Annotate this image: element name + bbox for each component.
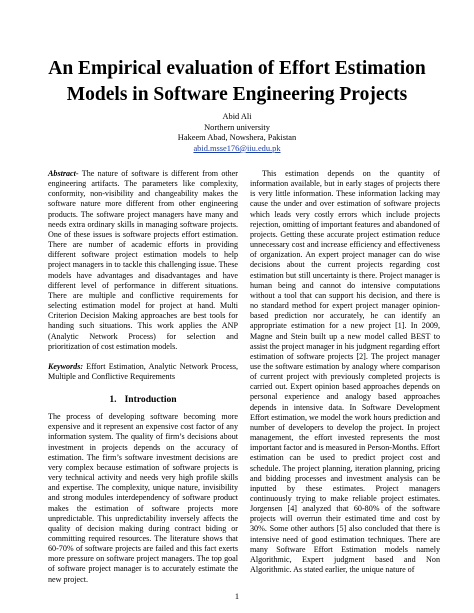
affiliation-university: Northern university: [204, 122, 270, 132]
section-heading-introduction: [48, 394, 238, 406]
author-block: [60, 112, 414, 154]
section-title: Introduction: [124, 394, 177, 406]
keywords-label: Keywords:: [48, 361, 84, 371]
title-line-1: An Empirical evaluation of Effort Estimation: [48, 58, 426, 79]
abstract-paragraph: [48, 169, 238, 352]
abstract-text: The nature of software is different from other engineering artifacts. The parameters like complexity, conformity, non-visibility and changeability makes the software nature more different from other engineering products. The software project managers have many and needs extra ordinary skills in managing software projects. One of these issues is software projects effort estimation. There are number of academic efforts in providing different software project estimation models to help project managers in to tackle this challenging issue. These models have advantages and disadvantages and have different level of performance in different situations. There are multiple and conflictive requirements for selecting estimation model for project at hand. Multi Criterion Decision Making approaches are best tools for handing such situations. This work applies the ANP (Analytic Network Process) for selection and prioritization of cost estimation models.: [48, 169, 238, 351]
keywords-text: Effort Estimation, Analytic Network Process, Multiple and Conflictive Requirements: [48, 361, 238, 381]
affiliation-address: Hakeem Abad, Nowshera, Pakistan: [177, 133, 297, 143]
title-line-2: Models in Software Engineering Projects: [66, 84, 408, 105]
page-number: 1: [234, 592, 240, 601]
paper-title: [30, 56, 444, 108]
left-column: [48, 169, 238, 585]
author-email-link[interactable]: abid.msse176@iiu.edu.pk: [193, 143, 281, 153]
right-column: [250, 169, 440, 575]
author-name: Abid Ali: [222, 112, 252, 121]
section-number: 1.: [109, 394, 117, 406]
keywords-paragraph: [48, 362, 238, 382]
right-column-paragraph: This estimation depends on the quantity of information available, but in early stages of projects there is very little information. These information lacking may cause the under and over estimation of software projects which leads very costly errors which include projects rejection, omitting of important features and abandoned of projects. Getting these accurate project estimation reduce unnecessary cost and increase efficiency and effectiveness of organization. An expert project manager can do wise decisions about the current projects regarding cost estimation but still uncertainty is there. Project manager is human being and cannot do intensive computations without a tool that can support his decision, and there is no standard method for expert project manager opinion-based prediction nor accurately, he can identify an appropriate estimation for a new project [1]. In 2009, Magne and Stein built up a new model called BEST to assist the project manager in his judgment regarding effort estimation of software projects [2]. The project manager use the software estimation by analogy where comparison of current project with previously completed projects is carried out. Expert opinion based approaches depends on personal experience and analogy based approaches depends in intensive data. In Software Development Effort estimation, we model the work hours prediction and number of developers to develop the project. In project management, the effort invested represents the most important factor and is measured in Person-Months. Effort estimation can be used to predict project cost and schedule. The project planning, iteration planning, pricing and bidding processes and investment analysis can be inputted by these estimates. Project managers continuously trying to make reliable project estimates. Jorgensen [4] analyzed that 60-80% of the software projects will overrun their estimated time and cost by 30%. Some other authors [5] also concluded that there is intensive need of good estimation techniques. There are many Software Effort Estimation models namely Algorithmic, Expert judgment based and Non Algorithmic. As stated earlier, the unique nature of: [250, 169, 440, 575]
abstract-label: Abstract-: [48, 169, 79, 178]
intro-paragraph: The process of developing software becoming more expensive and it represent an expensive cost factor of any information system. The quality of firm’s decisions about investment in projects depends on the accuracy of estimation. The firm’s software investment decisions are very complex because estimation of software projects is very technical activity and needs very high profile skills and expertise. The complexity, unique nature, invisibility and strong modules interdependency of software product makes the estimation of software projects more unpredictable. This unpredictability inversely affects the quality of decision making during contract biding or committing required resources. The literature shows that 60-70% of software projects are failed and this fact exerts more pressure on software project managers. The top goal of software project manager is to accurately estimate the new project.: [48, 412, 238, 584]
